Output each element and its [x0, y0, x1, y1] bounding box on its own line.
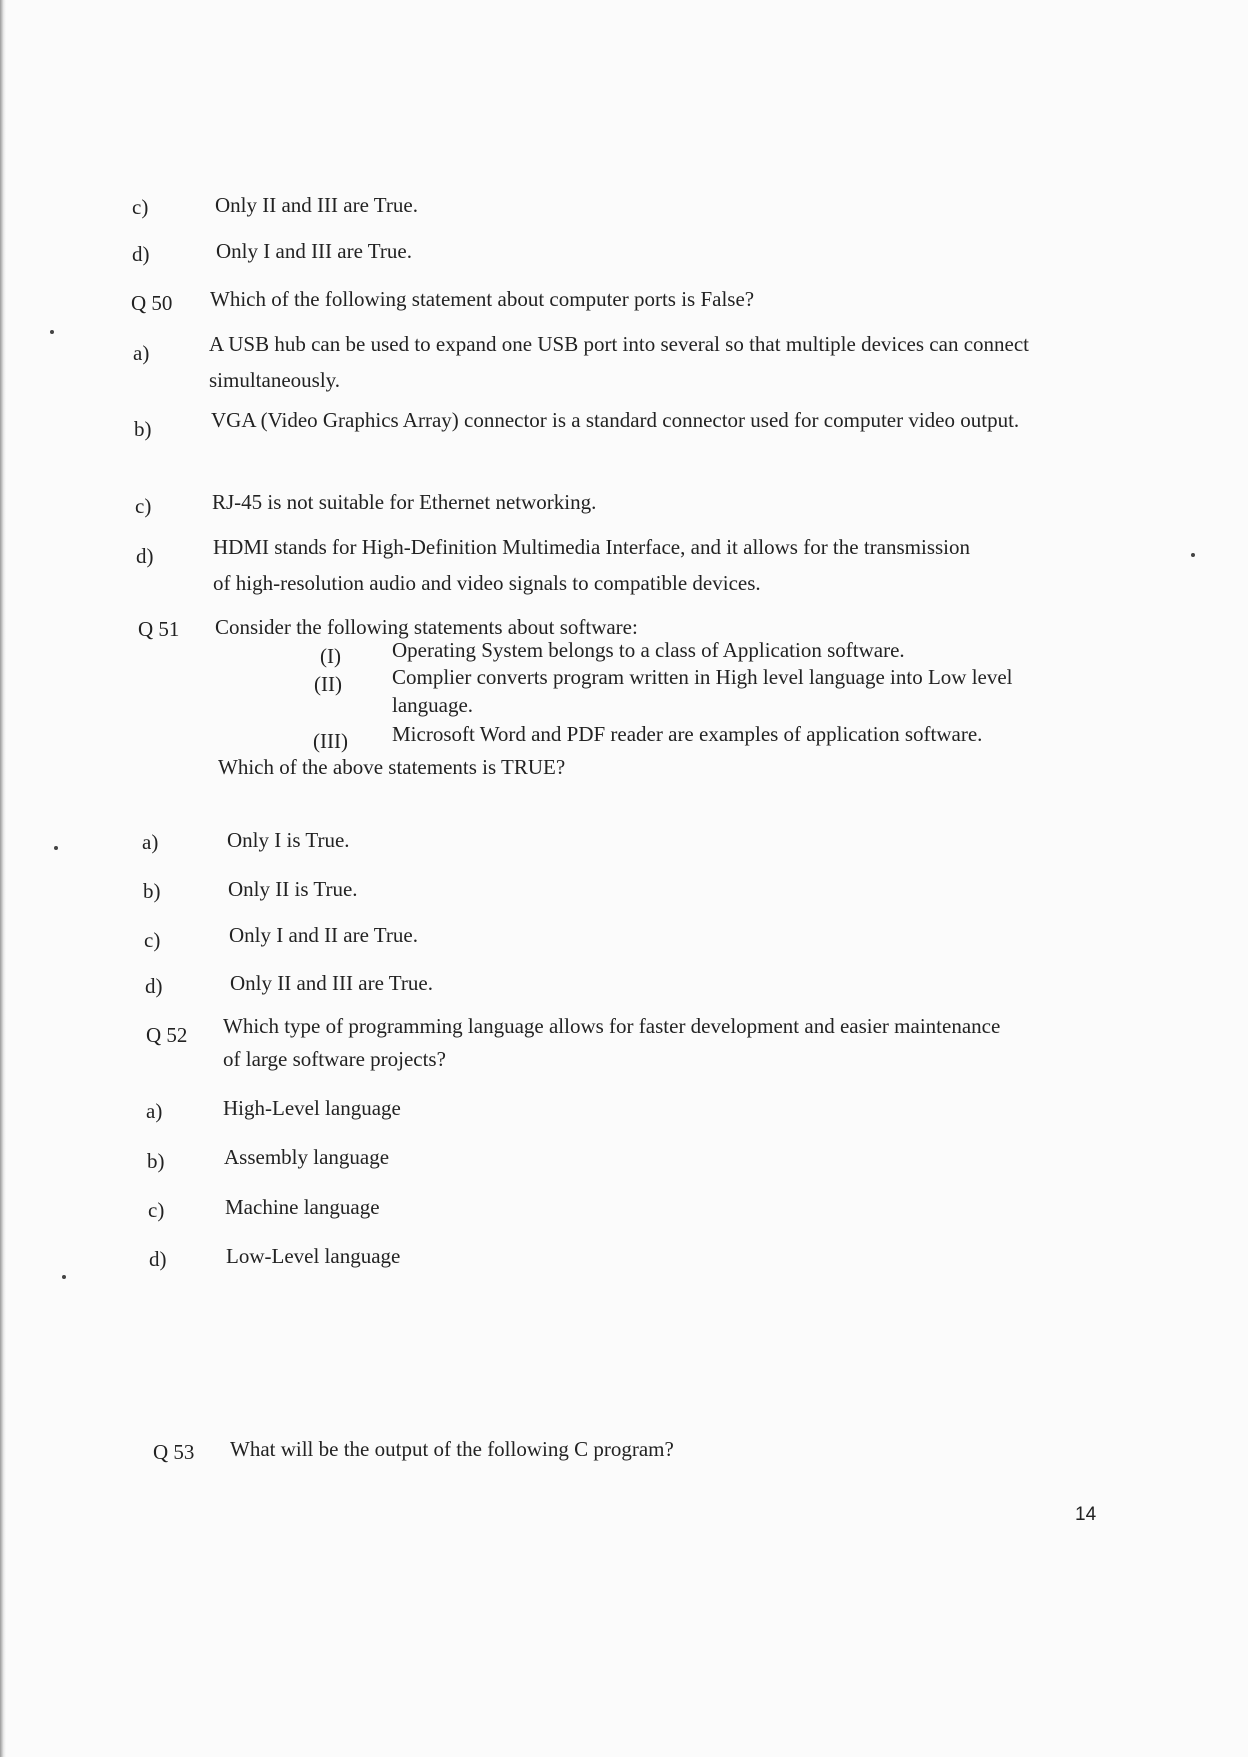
- q51-option-c-label: c): [144, 928, 161, 952]
- q49-option-d-text: Only I and III are True.: [216, 239, 412, 263]
- q53-number: Q 53: [153, 1440, 195, 1464]
- q51-prompt: Which of the above statements is TRUE?: [218, 755, 566, 779]
- q50-option-b-label: b): [134, 417, 152, 441]
- q52-option-b-label: b): [147, 1149, 165, 1173]
- q51-option-d-text: Only II and III are True.: [230, 971, 433, 995]
- q51-option-b-text: Only II is True.: [228, 877, 358, 901]
- q53-question: What will be the output of the following C program?: [230, 1437, 674, 1461]
- q51-statement-3-text: Microsoft Word and PDF reader are examples of application software.: [392, 722, 983, 746]
- q51-statement-1-text: Operating System belongs to a class of Application software.: [392, 638, 905, 662]
- q49-option-c-text: Only II and III are True.: [215, 193, 418, 217]
- q50-option-a-label: a): [133, 341, 150, 365]
- q52-option-c-label: c): [148, 1198, 165, 1222]
- q52-number: Q 52: [146, 1023, 188, 1047]
- q51-statement-3-number: (III): [313, 729, 348, 753]
- q50-option-b-text: VGA (Video Graphics Array) connector is a standard connector used for computer video output.: [211, 408, 1020, 432]
- q49-option-c-label: c): [132, 195, 149, 219]
- q52-question: Which type of programming language allows for faster development and easier maintenance of large software projects?: [223, 1014, 1001, 1071]
- q52-option-c-text: Machine language: [225, 1195, 380, 1219]
- q51-option-c-text: Only I and II are True.: [229, 923, 418, 947]
- scan-speck: [62, 1275, 66, 1279]
- q52-option-a-label: a): [146, 1099, 163, 1123]
- q51-statement-1-number: (I): [320, 644, 341, 668]
- q49-option-d-label: d): [132, 242, 150, 266]
- q51-option-b-label: b): [143, 879, 161, 903]
- scan-edge-shadow: [0, 0, 6, 1757]
- q51-number: Q 51: [138, 617, 180, 641]
- q50-option-c-label: c): [135, 494, 152, 518]
- scan-speck: [1191, 553, 1195, 557]
- q51-option-a-text: Only I is True.: [227, 828, 350, 852]
- q50-question: Which of the following statement about computer ports is False?: [210, 287, 755, 311]
- q51-statement-2-number: (II): [314, 672, 342, 696]
- q52-option-d-label: d): [149, 1247, 167, 1271]
- q50-option-d-text: HDMI stands for High-Definition Multimedia Interface, and it allows for the transmission of high-resolution audio and video signals to compatible devices.: [213, 535, 971, 595]
- q51-question: Consider the following statements about software:: [215, 615, 638, 639]
- q52-option-a-text: High-Level language: [223, 1096, 401, 1120]
- q51-option-d-label: d): [145, 974, 163, 998]
- q50-option-a-text: A USB hub can be used to expand one USB port into several so that multiple devices can connect simultaneously.: [209, 332, 1029, 392]
- q51-option-a-label: a): [142, 830, 159, 854]
- q51-statement-2-text: Complier converts program written in High level language into Low level language.: [392, 665, 1013, 717]
- q52-option-b-text: Assembly language: [224, 1145, 390, 1169]
- scan-speck: [50, 330, 54, 334]
- q50-option-d-label: d): [136, 544, 154, 568]
- page-number: 14: [1075, 1504, 1097, 1525]
- q50-option-c-text: RJ-45 is not suitable for Ethernet networking.: [212, 490, 597, 514]
- q52-option-d-text: Low-Level language: [226, 1244, 401, 1268]
- scan-speck: [54, 846, 58, 850]
- q50-number: Q 50: [131, 291, 173, 315]
